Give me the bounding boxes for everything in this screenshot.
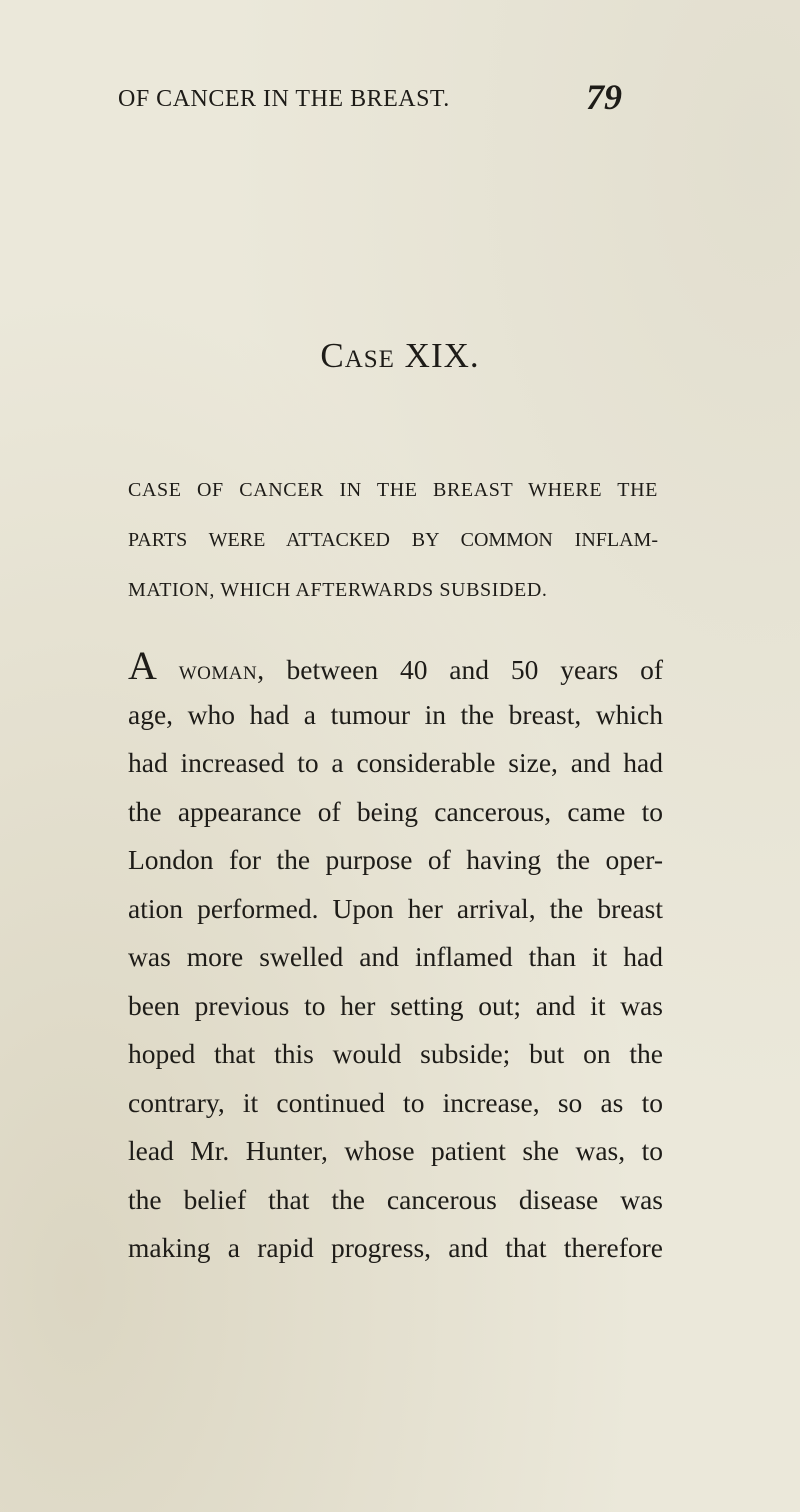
- first-line-rest: between 40 and 50 years of: [286, 654, 663, 685]
- body-line: ation performed. Upon her arrival, the breast: [128, 892, 663, 924]
- case-heading: Case XIX.: [320, 336, 480, 375]
- body-line: contrary, it continued to increase, so as to: [128, 1086, 663, 1118]
- body-first-line: [128, 642, 663, 691]
- body-line: lead Mr. Hunter, whose patient she was, to: [128, 1135, 663, 1166]
- subtitle-line: PARTS WERE ATTACKED BY COMMON INFLAM-: [128, 529, 658, 551]
- running-title: OF CANCER IN THE BREAST.: [118, 86, 450, 112]
- body-line: the appearance of being cancerous, came to: [128, 795, 663, 827]
- case-subtitle: [128, 465, 658, 615]
- body-line: was more swelled and inflamed than it had: [128, 941, 663, 972]
- body-line: had increased to a considerable size, and had: [128, 747, 663, 778]
- body-line: making a rapid progress, and that therefore: [128, 1232, 663, 1263]
- body-line: hoped that this would subside; but on the: [128, 1038, 663, 1069]
- subtitle-line: MATION, WHICH AFTERWARDS SUBSIDED.: [128, 579, 548, 601]
- body-line: been previous to her setting out; and it was: [128, 989, 663, 1021]
- first-word: woman,: [178, 654, 265, 685]
- running-head: [118, 77, 658, 122]
- body-line: London for the purpose of having the oper-: [128, 844, 663, 875]
- drop-cap: A: [128, 643, 157, 688]
- page-number: 79: [586, 77, 622, 117]
- body-line: the belief that the cancerous disease was: [128, 1183, 663, 1215]
- body-paragraph: [128, 642, 663, 1273]
- subtitle-line: CASE OF CANCER IN THE BREAST WHERE THE: [128, 479, 658, 501]
- body-line: age, who had a tumour in the breast, which: [128, 698, 663, 730]
